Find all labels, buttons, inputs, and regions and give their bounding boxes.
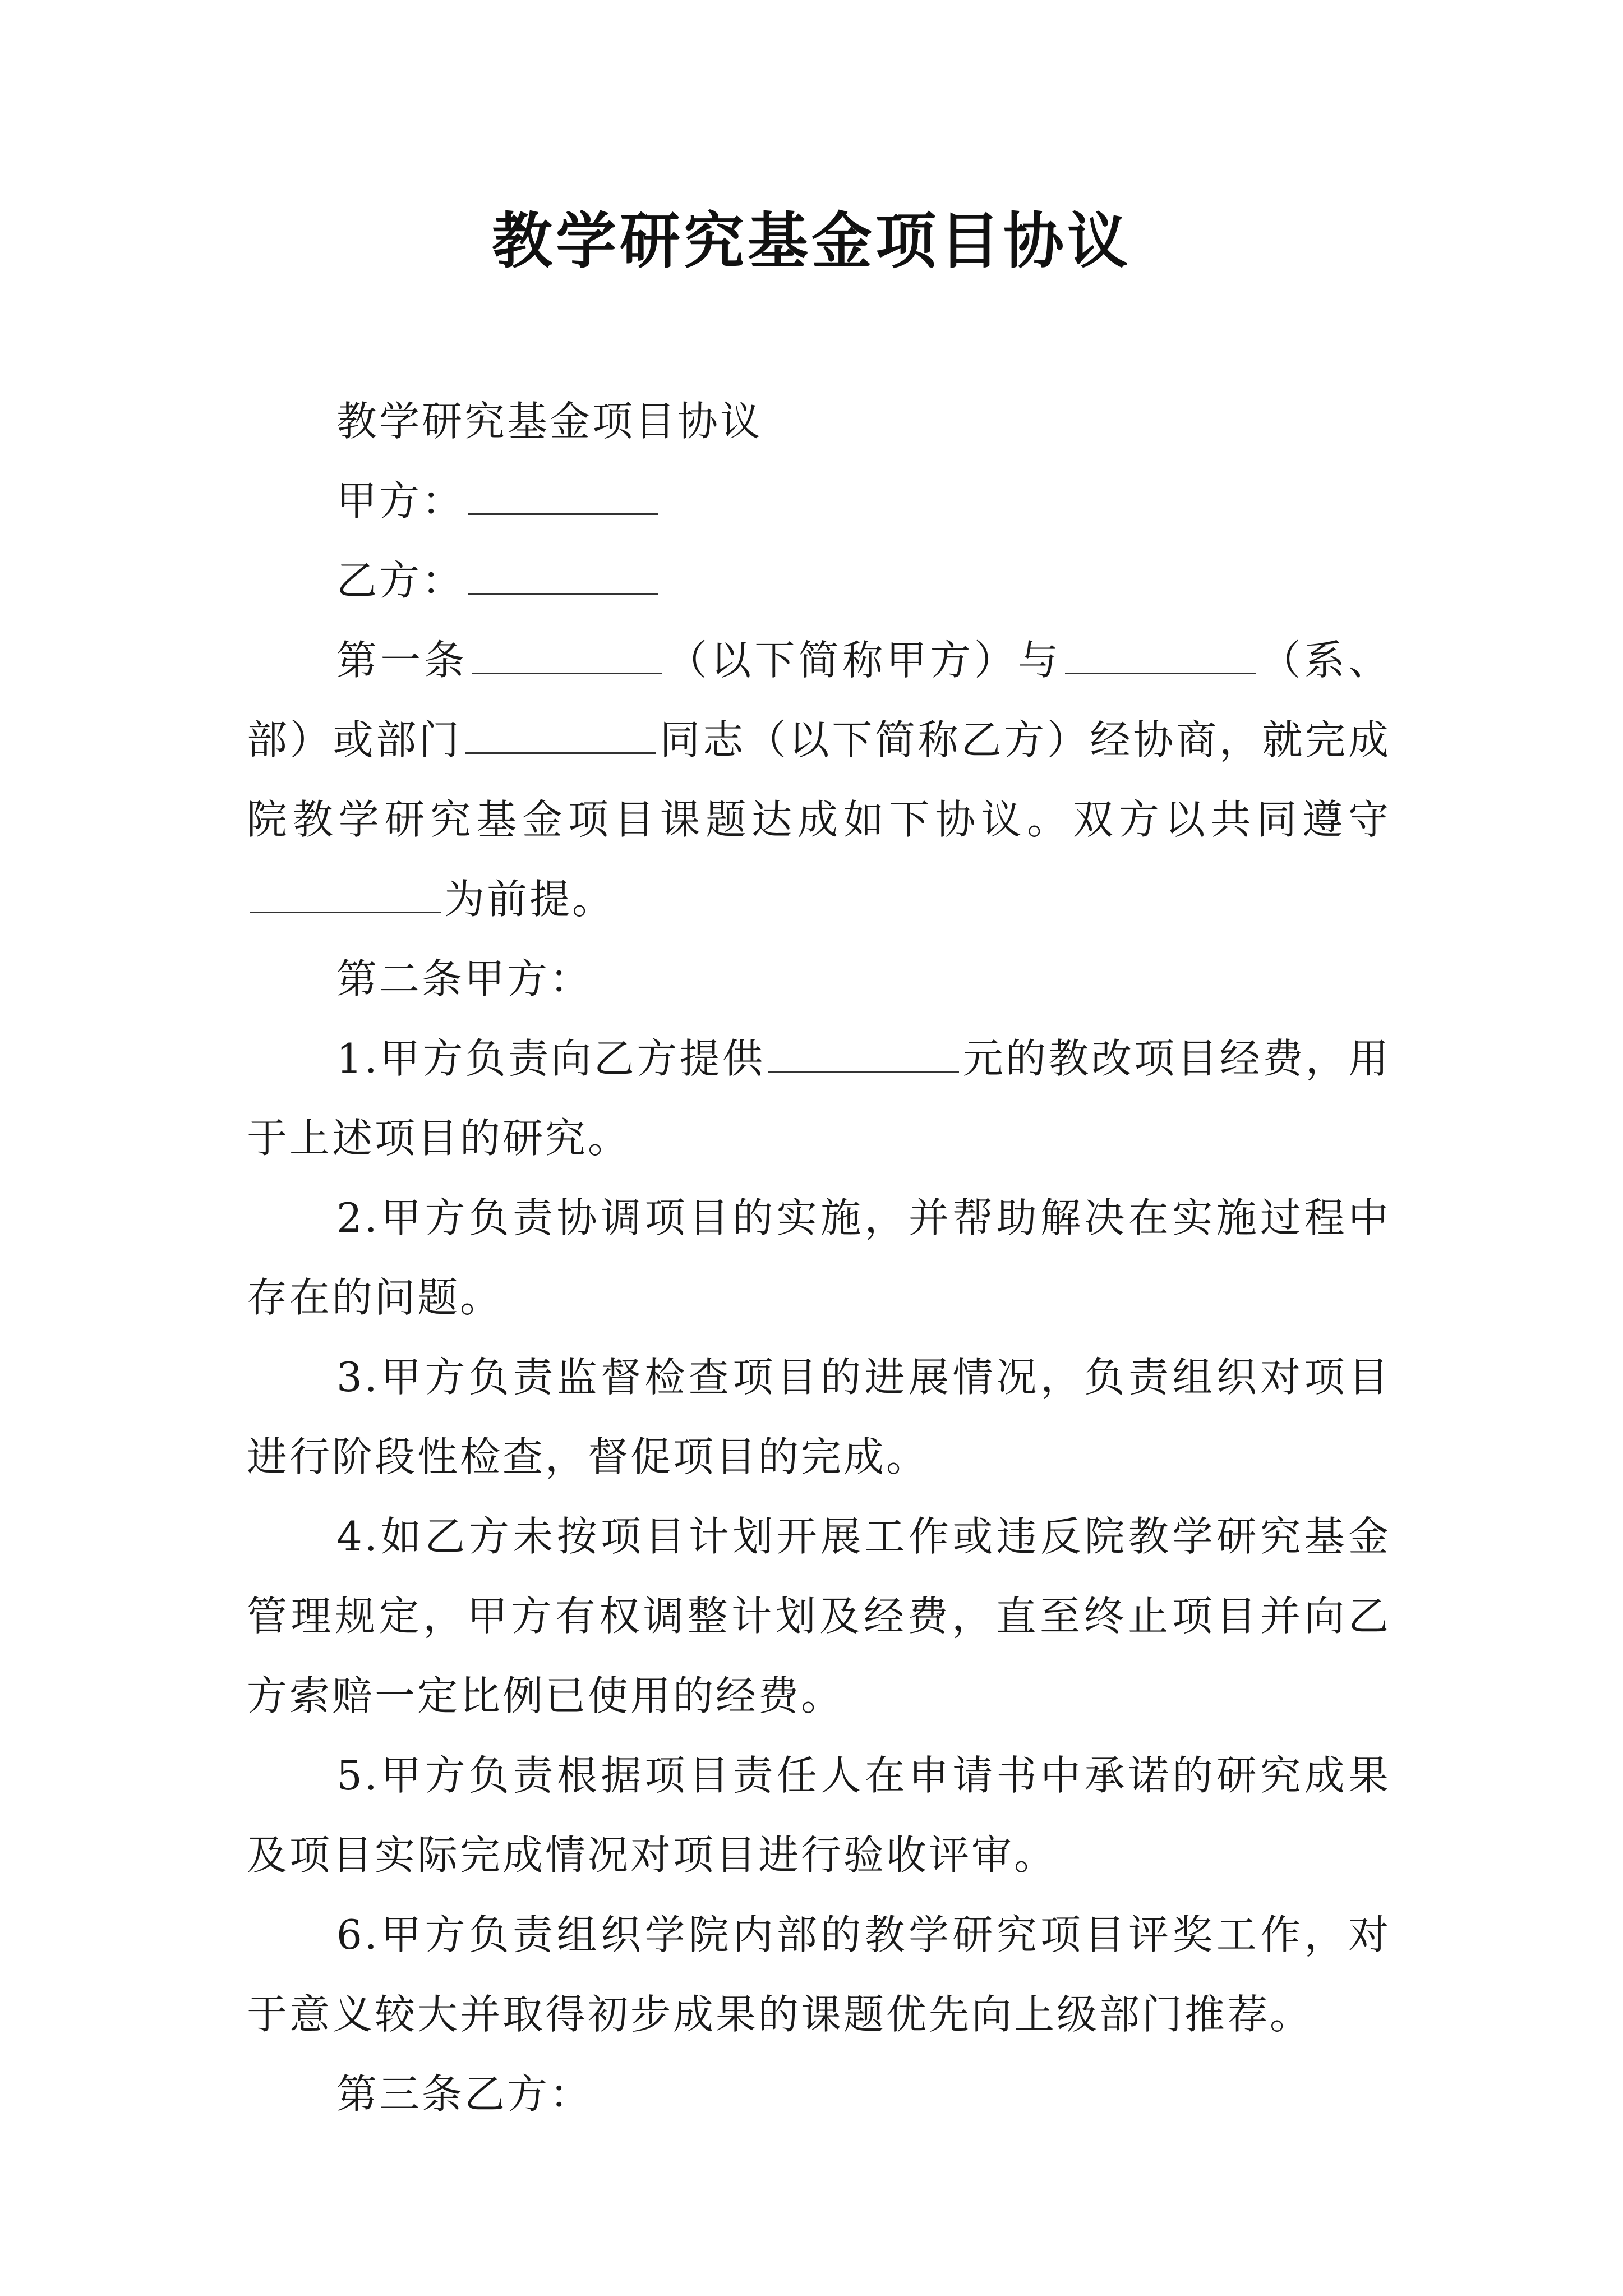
article-2-item-6: 6.甲方负责组织学院内部的教学研究项目评奖工作，对于意义较大并取得初步成果的课题优先向上级部门推荐。	[247, 1911, 1391, 2038]
article-1-blank-4	[250, 878, 441, 913]
party-a-label: 甲方：	[336, 477, 465, 524]
article-1-part-1: 第一条	[336, 637, 468, 684]
party-a-blank	[468, 480, 658, 515]
article-2-item-4: 4.如乙方未按项目计划开展工作或违反院教学研究基金管理规定，甲方有权调整计划及经费，直至终止项目并向乙方索赔一定比例已使用的经费。	[247, 1513, 1391, 1719]
article-2-item-3: 3.甲方负责监督检查项目的进展情况，负责组织对项目进行阶段性检查，督促项目的完成。	[247, 1354, 1391, 1480]
article-1	[247, 620, 1391, 939]
party-b-line	[247, 541, 1391, 620]
funding-amount-blank	[768, 1037, 959, 1073]
article-1-blank-1	[472, 639, 662, 674]
article-2-item-1-post: 元的教改项目经费，用于上述项目的研究。	[247, 1035, 1391, 1162]
article-1-part-5: 为前提。	[444, 876, 615, 923]
document-body	[247, 381, 1391, 2134]
party-b-label: 乙方：	[336, 557, 465, 604]
article-2-item-5: 5.甲方负责根据项目责任人在申请书中承诺的研究成果及项目实际完成情况对项目进行验收评审。	[247, 1752, 1391, 1879]
article-1-part-4: 同志（以下简称乙方）经协商，就完成院教学研究基金项目课题达成如下协议。双方以共同遵守	[247, 716, 1391, 843]
party-a-line	[247, 461, 1391, 541]
article-2-item-2: 2.甲方负责协调项目的实施，并帮助解决在实施过程中存在的问题。	[247, 1194, 1391, 1321]
article-2-heading: 第二条甲方：	[336, 955, 593, 1002]
article-2-item-1-pre: 1.甲方负责向乙方提供	[336, 1035, 766, 1082]
document-subtitle: 教学研究基金项目协议	[336, 398, 763, 445]
article-1-part-2: （以下简称甲方）与	[665, 637, 1062, 684]
party-b-blank	[468, 559, 658, 595]
article-1-part-3: （系、部）或部门	[247, 637, 1391, 763]
article-1-blank-2	[1065, 639, 1256, 674]
document-title: 教学研究基金项目协议	[491, 206, 1131, 277]
article-3-heading: 第三条乙方：	[336, 2070, 593, 2118]
article-1-blank-3	[465, 719, 656, 754]
article-2-item-1	[247, 1019, 1391, 1178]
